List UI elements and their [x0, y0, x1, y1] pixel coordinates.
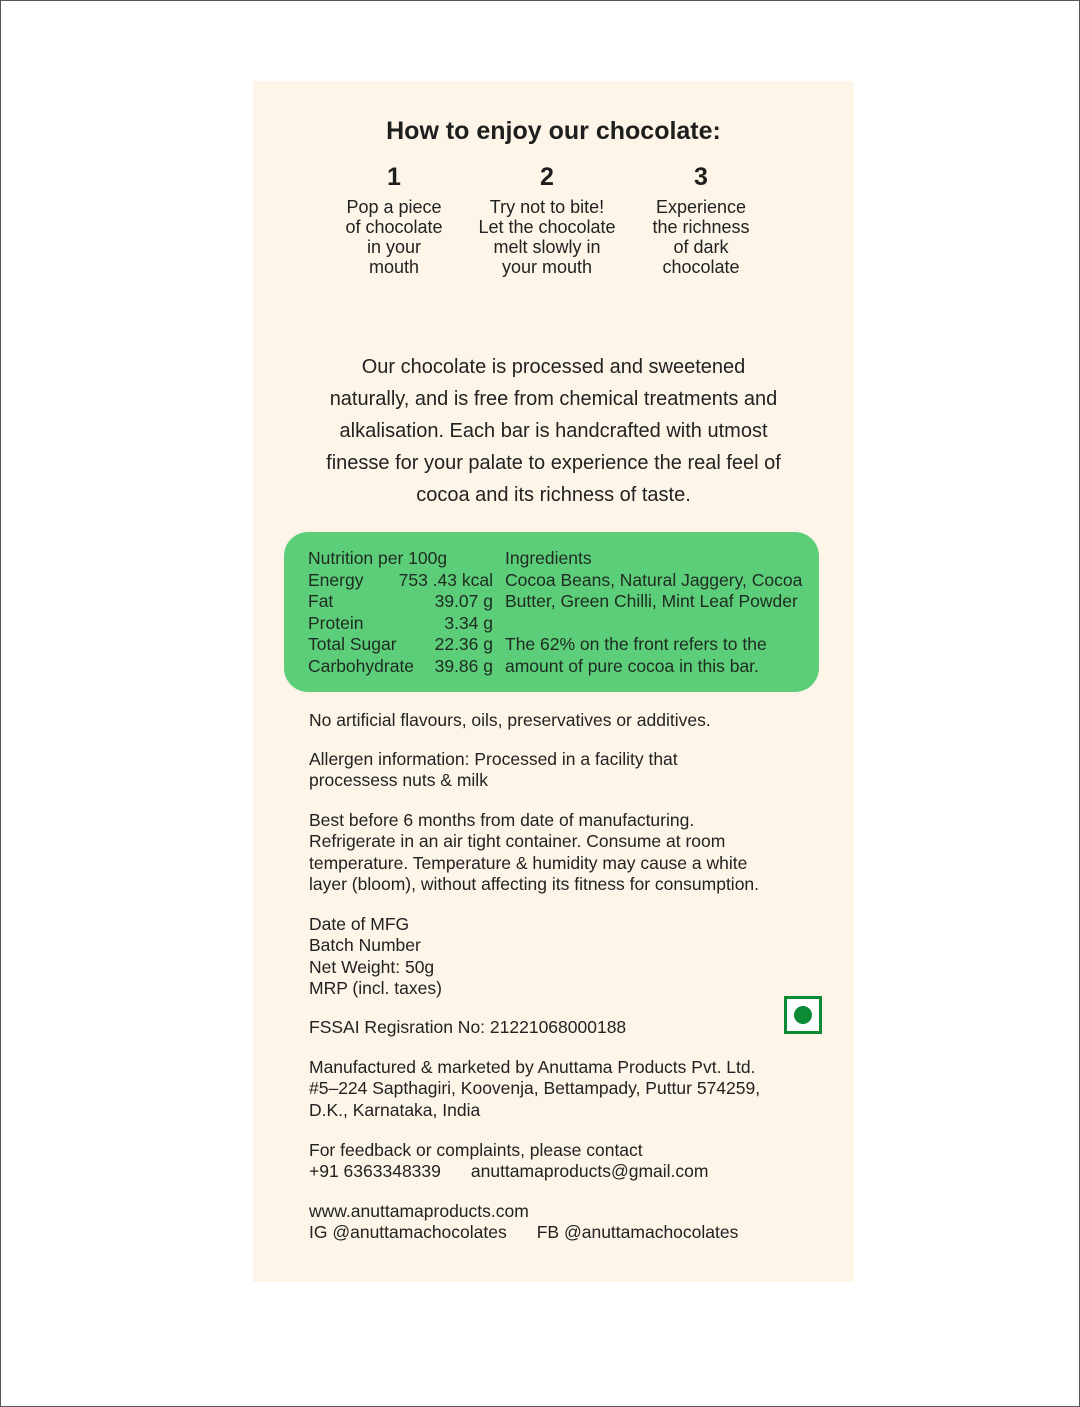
feedback-contact — [309, 1140, 829, 1183]
no-additives-text: No artificial flavours, oils, preservatives or additives. — [309, 710, 711, 730]
ingredients-title: Ingredients — [505, 548, 592, 568]
nutrition-table — [308, 548, 493, 677]
manufacturer-details: Manufactured & marketed by Anuttama Products Pvt. Ltd. #5–224 Sapthagiri, Koovenja, Bettampady, Puttur 574259, D.K., Karnataka, India — [309, 1057, 761, 1120]
ingredients-section — [505, 548, 815, 677]
nutrition-box — [284, 532, 819, 692]
nutrition-title: Nutrition per 100g — [308, 548, 448, 568]
nutrition-label: Energy — [308, 569, 364, 590]
nutrition-row-total-sugar — [308, 634, 493, 656]
nutrition-value: 22.36 g — [434, 634, 493, 654]
storage-text: Best before 6 months from date of manufacturing. Refrigerate in an air tight container. Consume at room temperature. Temperature & humidity may cause a white layer (bloom), without affecting its fitness for consumption. — [309, 810, 760, 894]
nutrition-value: 39.07 g — [434, 591, 493, 611]
nutrition-label: Protein — [308, 612, 364, 633]
website-link: www.anuttamaproducts.com — [309, 1201, 529, 1221]
nutrition-label: Carbohydrate — [308, 655, 415, 676]
feedback-title: For feedback or complaints, please contact — [309, 1140, 643, 1160]
step-number: 1 — [387, 163, 401, 191]
contact-phone: +91 6363348339 — [309, 1161, 441, 1182]
label-panel — [253, 81, 854, 1282]
cocoa-percentage-note: The 62% on the front refers to the amount of pure cocoa in this bar. — [505, 634, 767, 676]
nutrition-value: 753 .43 kcal — [398, 569, 493, 590]
step-3 — [621, 163, 781, 277]
step-2 — [467, 163, 627, 277]
nutrition-value: 39.86 g — [434, 655, 493, 676]
step-text: Try not to bite! Let the chocolate melt slowly in your mouth — [478, 197, 616, 277]
contact-email: anuttamaproducts@gmail.com — [470, 1161, 709, 1182]
step-text: Experience the richness of dark chocolate — [652, 197, 750, 277]
nutrition-label: Fat — [308, 591, 334, 611]
batch-details: Date of MFG Batch Number Net Weight: 50g MRP (incl. taxes) — [309, 914, 442, 998]
step-text: Pop a piece of chocolate in your mouth — [345, 197, 443, 277]
veg-symbol-icon — [784, 996, 822, 1034]
facebook-handle: FB @anuttamachocolates — [536, 1222, 739, 1243]
step-number: 3 — [694, 163, 708, 191]
nutrition-row-energy — [308, 570, 493, 592]
step-number: 2 — [540, 163, 554, 191]
instagram-handle: IG @anuttamachocolates — [309, 1222, 507, 1243]
nutrition-row-carbohydrate — [308, 656, 493, 678]
nutrition-value: 3.34 g — [444, 612, 493, 633]
veg-dot — [794, 1006, 812, 1024]
step-1 — [314, 163, 474, 277]
page-title: How to enjoy our chocolate: — [386, 117, 721, 145]
social-links — [309, 1201, 829, 1244]
nutrition-row-fat — [308, 591, 493, 613]
fssai-number: FSSAI Regisration No: 21221068000188 — [309, 1017, 627, 1037]
nutrition-label: Total Sugar — [308, 634, 397, 654]
allergen-text: Allergen information: Processed in a facility that processess nuts & milk — [309, 749, 678, 791]
intro-paragraph: Our chocolate is processed and sweetened naturally, and is free from chemical treatments and alkalisation. Each bar is handcrafted with utmost finesse for your palate to experience the real feel of cocoa and its richness of taste. — [326, 356, 781, 506]
ingredients-list: Cocoa Beans, Natural Jaggery, Cocoa Butter, Green Chilli, Mint Leaf Powder — [505, 569, 803, 611]
nutrition-row-protein — [308, 613, 493, 635]
